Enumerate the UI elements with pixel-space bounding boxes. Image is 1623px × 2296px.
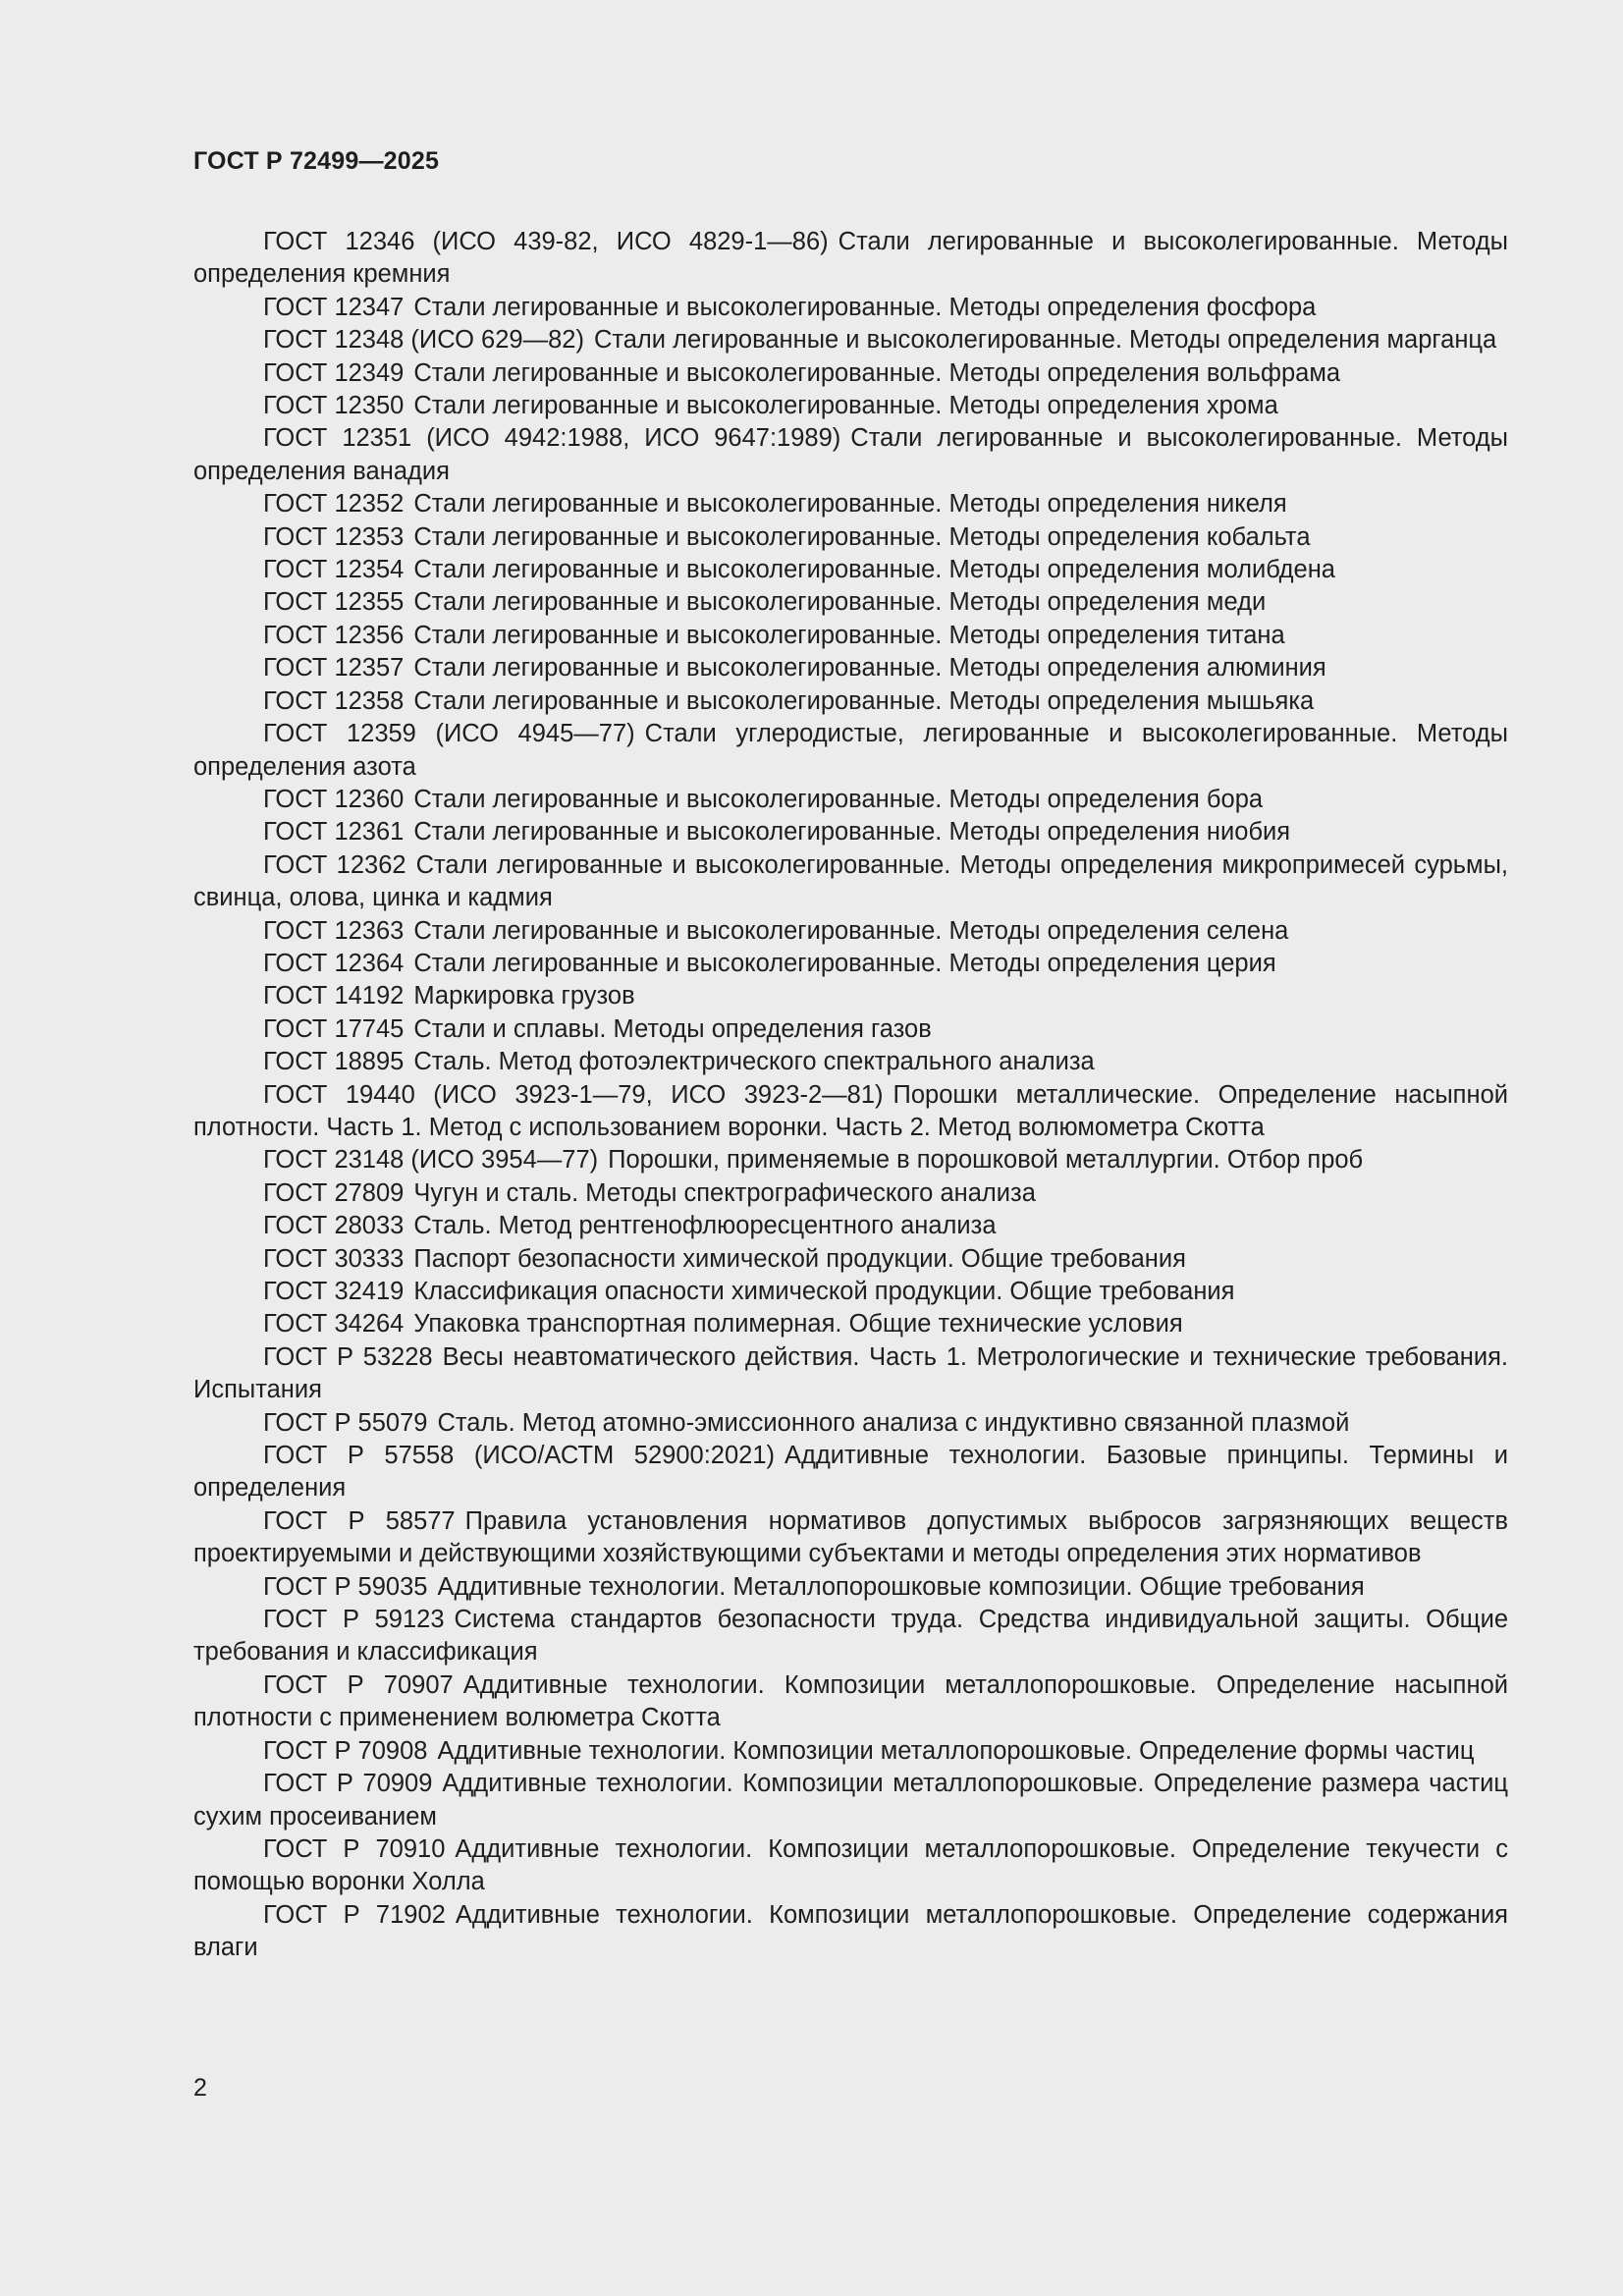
reference-entry	[193, 292, 1508, 324]
reference-entry	[193, 1571, 1508, 1604]
reference-entry	[193, 685, 1508, 718]
reference-title: Чугун и сталь. Методы спектрографического анализа	[413, 1178, 1036, 1207]
reference-entry	[193, 422, 1508, 488]
reference-entry	[193, 1440, 1508, 1505]
reference-entry	[193, 948, 1508, 980]
reference-code: ГОСТ 12347	[263, 293, 405, 321]
reference-code: ГОСТ 12363	[263, 916, 405, 945]
reference-title: Сталь. Метод рентгенофлюоресцентного анализа	[413, 1212, 997, 1240]
reference-code: ГОСТ 17745	[263, 1014, 405, 1043]
reference-entry	[193, 1735, 1508, 1768]
reference-code: ГОСТ Р 70907	[263, 1670, 454, 1699]
reference-code: ГОСТ 32419	[263, 1278, 405, 1305]
reference-title: Аддитивные технологии. Композиции металлопорошковые. Определение формы частиц	[437, 1736, 1475, 1765]
reference-code: ГОСТ Р 58577	[263, 1506, 456, 1535]
reference-title: Порошки металлические. Определение насыпной плотности. Часть 1. Метод с использованием воронки. Часть 2. Метод волюмометра Скотта	[193, 1080, 1509, 1141]
reference-code: ГОСТ 12346 (ИСО 439-82, ИСО 4829-1—86)	[263, 228, 829, 255]
reference-title: Аддитивные технологии. Металлопорошковые композиции. Общие требования	[437, 1572, 1365, 1601]
reference-title: Стали легированные и высоколегированные. Методы определения вольфрама	[413, 358, 1341, 387]
reference-code: ГОСТ 19440 (ИСО 3923-1—79, ИСО 3923-2—81)	[263, 1080, 884, 1109]
reference-code: ГОСТ 12348 (ИСО 629—82)	[263, 326, 584, 355]
reference-code: ГОСТ 12355	[263, 588, 405, 617]
reference-entry	[193, 1243, 1508, 1276]
reference-title: Стали легированные и высоколегированные. Методы определения титана	[413, 621, 1285, 649]
reference-code: ГОСТ 12360	[263, 785, 405, 813]
reference-title: Стали легированные и высоколегированные. Методы определения мышьяка	[413, 686, 1315, 715]
reference-title: Стали легированные и высоколегированные. Методы определения молибдена	[413, 556, 1335, 584]
reference-entry	[193, 980, 1508, 1012]
reference-code: ГОСТ 12351 (ИСО 4942:1988, ИСО 9647:1989)	[263, 424, 841, 453]
reference-code: ГОСТ Р 53228	[263, 1342, 433, 1371]
reference-code: ГОСТ Р 71902	[263, 1900, 446, 1929]
reference-code: ГОСТ 12362	[263, 850, 406, 879]
reference-code: ГОСТ 12350	[263, 392, 405, 420]
reference-entry	[193, 816, 1508, 848]
reference-title: Стали легированные и высоколегированные. Методы определения селена	[413, 916, 1289, 945]
reference-title: Стали легированные и высоколегированные. Методы определения кобальта	[413, 522, 1311, 551]
reference-title: Стали и сплавы. Методы определения газов	[413, 1014, 932, 1043]
reference-entry	[193, 1341, 1508, 1407]
normative-references-list	[193, 226, 1508, 1965]
reference-title: Стали легированные и высоколегированные. Методы определения церия	[413, 949, 1276, 977]
reference-title: Стали легированные и высоколегированные. Методы определения алюминия	[413, 654, 1326, 683]
reference-entry	[193, 1079, 1508, 1145]
reference-entry	[193, 1308, 1508, 1340]
reference-code: ГОСТ 12361	[263, 818, 405, 847]
reference-entry	[193, 1833, 1508, 1899]
reference-code: ГОСТ 23148 (ИСО 3954—77)	[263, 1146, 599, 1175]
reference-code: ГОСТ 28033	[263, 1212, 405, 1240]
reference-code: ГОСТ Р 57558 (ИСО/АСТМ 52900:2021)	[263, 1442, 776, 1470]
reference-entry	[193, 1505, 1508, 1571]
reference-code: ГОСТ 12354	[263, 556, 405, 584]
reference-code: ГОСТ Р 70908	[263, 1736, 428, 1765]
reference-title: Стали легированные и высоколегированные. Методы определения никеля	[413, 490, 1287, 519]
reference-title: Стали легированные и высоколегированные. Методы определения кремния	[193, 228, 1508, 289]
reference-code: ГОСТ 30333	[263, 1244, 405, 1273]
reference-title: Сталь. Метод атомно-эмиссионного анализа с индуктивно связанной плазмой	[437, 1408, 1350, 1437]
reference-entry	[193, 324, 1508, 356]
reference-code: ГОСТ 12353	[263, 522, 405, 551]
reference-title: Стали углеродистые, легированные и высоколегированные. Методы определения азота	[193, 720, 1508, 781]
reference-entry	[193, 1899, 1508, 1965]
reference-title: Маркировка грузов	[413, 982, 635, 1011]
reference-title: Правила установления нормативов допустимых выбросов загрязняющих веществ проектируемыми и действующими хозяйствующими субъектами и методы определения этих нормативов	[193, 1506, 1508, 1568]
reference-title: Весы неавтоматического действия. Часть 1. Метрологические и технические требования. Испытания	[193, 1342, 1508, 1404]
reference-code: ГОСТ Р 70909	[263, 1770, 433, 1798]
reference-entry	[193, 1013, 1508, 1046]
reference-entry	[193, 915, 1508, 948]
reference-entry	[193, 1604, 1508, 1669]
reference-entry	[193, 718, 1508, 784]
reference-entry	[193, 784, 1508, 816]
reference-entry	[193, 1210, 1508, 1242]
reference-entry	[193, 1144, 1508, 1176]
document-header: ГОСТ Р 72499—2025	[193, 147, 440, 175]
reference-title: Система стандартов безопасности труда. Средства индивидуальной защиты. Общие требования и классификация	[193, 1606, 1508, 1667]
reference-code: ГОСТ 34264	[263, 1310, 405, 1339]
reference-entry	[193, 1177, 1508, 1210]
reference-title: Паспорт безопасности химической продукции. Общие требования	[413, 1244, 1186, 1273]
reference-code: ГОСТ 14192	[263, 982, 405, 1011]
reference-entry	[193, 357, 1508, 390]
reference-entry	[193, 226, 1508, 292]
reference-title: Стали легированные и высоколегированные. Методы определения бора	[413, 785, 1264, 813]
reference-code: ГОСТ Р 59123	[263, 1606, 445, 1634]
reference-title: Аддитивные технологии. Композиции металлопорошковые. Определение размера частиц сухим просеиванием	[193, 1770, 1508, 1831]
reference-title: Аддитивные технологии. Композиции металлопорошковые. Определение содержания влаги	[193, 1900, 1508, 1962]
reference-entry	[193, 554, 1508, 586]
reference-code: ГОСТ 12349	[263, 358, 405, 387]
reference-code: ГОСТ 12356	[263, 621, 405, 649]
reference-code: ГОСТ 18895	[263, 1048, 405, 1076]
reference-entry	[193, 1046, 1508, 1078]
reference-entry	[193, 390, 1508, 422]
reference-entry	[193, 849, 1508, 915]
reference-entry	[193, 1276, 1508, 1308]
reference-code: ГОСТ 27809	[263, 1178, 405, 1207]
reference-title: Аддитивные технологии. Композиции металлопорошковые. Определение насыпной плотности с применением волюметра Скотта	[193, 1670, 1508, 1732]
reference-title: Стали легированные и высоколегированные. Методы определения фосфора	[413, 293, 1317, 321]
reference-code: ГОСТ 12358	[263, 686, 405, 715]
reference-title: Аддитивные технологии. Базовые принципы. Термины и определения	[193, 1442, 1508, 1503]
reference-entry	[193, 1669, 1508, 1735]
reference-entry	[193, 586, 1508, 619]
reference-code: ГОСТ 12357	[263, 654, 405, 683]
reference-title: Классификация опасности химической продукции. Общие требования	[413, 1278, 1235, 1305]
reference-title: Стали легированные и высоколегированные. Методы определения марганца	[593, 326, 1497, 355]
reference-title: Стали легированные и высоколегированные. Методы определения хрома	[413, 392, 1278, 420]
page-number: 2	[193, 2074, 207, 2102]
reference-code: ГОСТ Р 70910	[263, 1834, 446, 1863]
reference-code: ГОСТ 12364	[263, 949, 405, 977]
reference-entry	[193, 488, 1508, 520]
reference-code: ГОСТ 12352	[263, 490, 405, 519]
reference-title: Стали легированные и высоколегированные. Методы определения ниобия	[413, 818, 1291, 847]
reference-code: ГОСТ 12359 (ИСО 4945—77)	[263, 720, 635, 748]
reference-code: ГОСТ Р 55079	[263, 1408, 428, 1437]
reference-title: Стали легированные и высоколегированные. Методы определения ванадия	[193, 424, 1508, 485]
reference-entry	[193, 652, 1508, 684]
reference-entry	[193, 620, 1508, 652]
reference-title: Стали легированные и высоколегированные. Методы определения меди	[413, 588, 1267, 617]
reference-title: Стали легированные и высоколегированные. Методы определения микропримесей сурьмы, свинца, олова, цинка и кадмия	[193, 850, 1508, 912]
reference-title: Порошки, применяемые в порошковой металлургии. Отбор проб	[608, 1146, 1364, 1175]
reference-entry	[193, 1407, 1508, 1440]
reference-title: Сталь. Метод фотоэлектрического спектрального анализа	[413, 1048, 1095, 1076]
reference-title: Аддитивные технологии. Композиции металлопорошковые. Определение текучести с помощью воронки Холла	[193, 1834, 1508, 1896]
reference-entry	[193, 1768, 1508, 1833]
reference-title: Упаковка транспортная полимерная. Общие технические условия	[413, 1310, 1183, 1339]
reference-code: ГОСТ Р 59035	[263, 1572, 428, 1601]
reference-entry	[193, 521, 1508, 554]
